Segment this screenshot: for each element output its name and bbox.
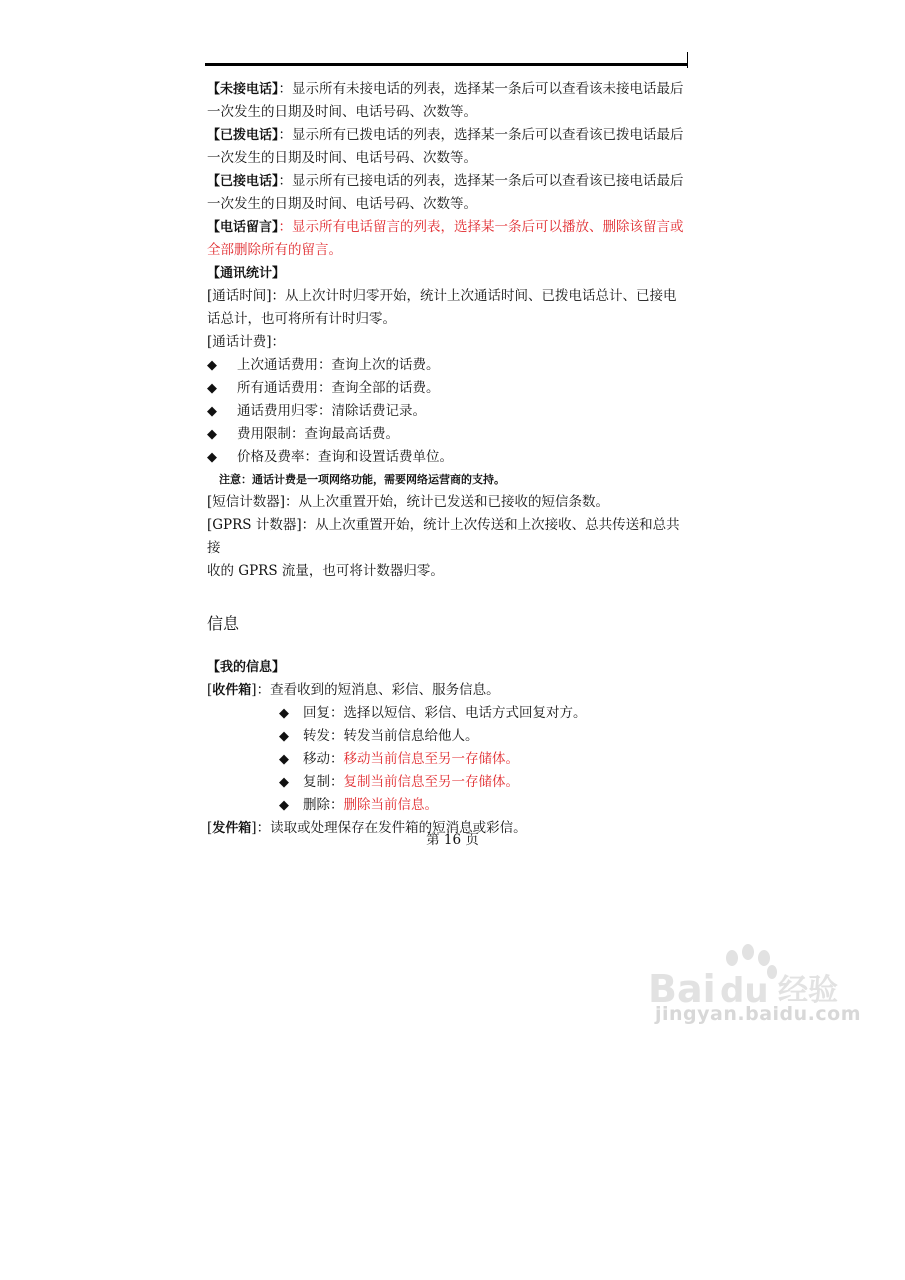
dialed-calls-title: 【已拨电话】: [207, 128, 279, 143]
list-item: [207, 748, 691, 771]
stats-title: 【通讯统计】: [207, 266, 286, 281]
gprs-counter-text-2: 收的 GPRS 流量，也可将计数器归零。: [207, 563, 444, 579]
call-time-text: [通话时间]：从上次计时归零开始，统计上次通话时间、已拨电话总计、已接电: [207, 288, 677, 304]
voicemail-text-2: 全部删除所有的留言。: [207, 242, 342, 258]
list-item-text: 费用限制：查询最高话费。: [237, 426, 399, 442]
dialed-calls-text: ：显示所有已拨电话的列表，选择某一条后可以查看该已拨电话最后: [278, 127, 684, 143]
list-item: [207, 771, 691, 794]
diamond-bullet-icon: ◆: [279, 798, 289, 813]
dialed-calls-para: [207, 124, 691, 147]
missed-calls-text: ：显示所有未接电话的列表，选择某一条后可以查看该未接电话最后: [278, 81, 684, 97]
document-body: [207, 78, 691, 840]
my-info-title: 【我的信息】: [207, 660, 286, 675]
diamond-bullet-icon: ◆: [207, 427, 217, 442]
action-label: 删除：: [303, 797, 344, 813]
missed-calls-para: [207, 78, 691, 101]
voicemail-text: ：显示所有电话留言的列表，选择某一条后可以播放、删除该留言或: [278, 219, 684, 235]
received-calls-text-2: 一次发生的日期及时间、电话号码、次数等。: [207, 196, 477, 212]
list-item: [207, 354, 691, 377]
inbox-text: ]：查看收到的短消息、彩信、服务信息。: [251, 682, 500, 698]
list-item: [207, 446, 691, 469]
action-label: 转发：: [303, 728, 344, 744]
action-text: 移动当前信息至另一存储体。: [343, 751, 519, 767]
diamond-bullet-icon: ◆: [207, 381, 217, 396]
inbox-bracket: [: [207, 682, 213, 698]
dialed-calls-text-2: 一次发生的日期及时间、电话号码、次数等。: [207, 150, 477, 166]
received-calls-para: [207, 170, 691, 193]
call-cost-label: [通话计费]：: [207, 334, 286, 350]
voicemail-para: [207, 216, 691, 239]
inbox-label: 收件箱: [212, 683, 252, 698]
watermark-url: jingyan.baidu.com: [655, 1003, 861, 1025]
diamond-bullet-icon: ◆: [207, 450, 217, 465]
section-title-messages: 信息: [207, 614, 240, 633]
list-item: [207, 423, 691, 446]
list-item: [207, 702, 691, 725]
billing-note: 注意：通话计费是一项网络功能，需要网络运营商的支持。: [219, 473, 505, 486]
header-rule-tick: [687, 52, 688, 68]
list-item: [207, 400, 691, 423]
sms-counter-text: [短信计数器]：从上次重置开始，统计已发送和已接收的短信条数。: [207, 494, 610, 510]
gprs-counter-text: [GPRS 计数器]：从上次重置开始，统计上次传送和上次接收、总共传送和总共接: [207, 517, 680, 556]
diamond-bullet-icon: ◆: [207, 404, 217, 419]
action-label: 复制：: [303, 774, 344, 790]
diamond-bullet-icon: ◆: [279, 729, 289, 744]
svg-text:du: du: [720, 971, 769, 1011]
list-item-text: 所有通话费用：查询全部的话费。: [237, 380, 440, 396]
voicemail-title: 【电话留言】: [207, 220, 279, 235]
received-calls-title: 【已接电话】: [207, 174, 279, 189]
list-item-text: 上次通话费用：查询上次的话费。: [237, 357, 440, 373]
action-text: 转发当前信息给他人。: [343, 728, 479, 744]
diamond-bullet-icon: ◆: [207, 358, 217, 373]
action-label: 回复：: [303, 705, 344, 721]
diamond-bullet-icon: ◆: [279, 752, 289, 767]
missed-calls-title: 【未接电话】: [207, 82, 279, 97]
outbox-label: 发件箱: [212, 821, 252, 836]
list-item: [207, 725, 691, 748]
list-item-text: 价格及费率：查询和设置话费单位。: [237, 449, 453, 465]
outbox-text: ]：读取或处理保存在发件箱的短消息或彩信。: [251, 820, 527, 836]
diamond-bullet-icon: ◆: [279, 706, 289, 721]
list-item: [207, 377, 691, 400]
action-text: 复制当前信息至另一存储体。: [343, 774, 519, 790]
missed-calls-text-2: 一次发生的日期及时间、电话号码、次数等。: [207, 104, 477, 120]
inbox-para: [207, 679, 691, 702]
outbox-bracket: [: [207, 820, 213, 836]
call-time-text-2: 话总计，也可将所有计时归零。: [207, 311, 396, 327]
page-number: 第 16 页: [426, 832, 479, 848]
svg-text:Bai: Bai: [648, 967, 716, 1011]
header-rule: [205, 63, 687, 66]
action-text: 选择以短信、彩信、电话方式回复对方。: [343, 705, 587, 721]
list-item-text: 通话费用归零：清除话费记录。: [237, 403, 426, 419]
action-text: 删除当前信息。: [343, 797, 438, 813]
svg-text:经验: 经验: [778, 973, 838, 1008]
list-item: [207, 794, 691, 817]
action-label: 移动：: [303, 751, 344, 767]
received-calls-text: ：显示所有已接电话的列表，选择某一条后可以查看该已接电话最后: [278, 173, 684, 189]
diamond-bullet-icon: ◆: [279, 775, 289, 790]
